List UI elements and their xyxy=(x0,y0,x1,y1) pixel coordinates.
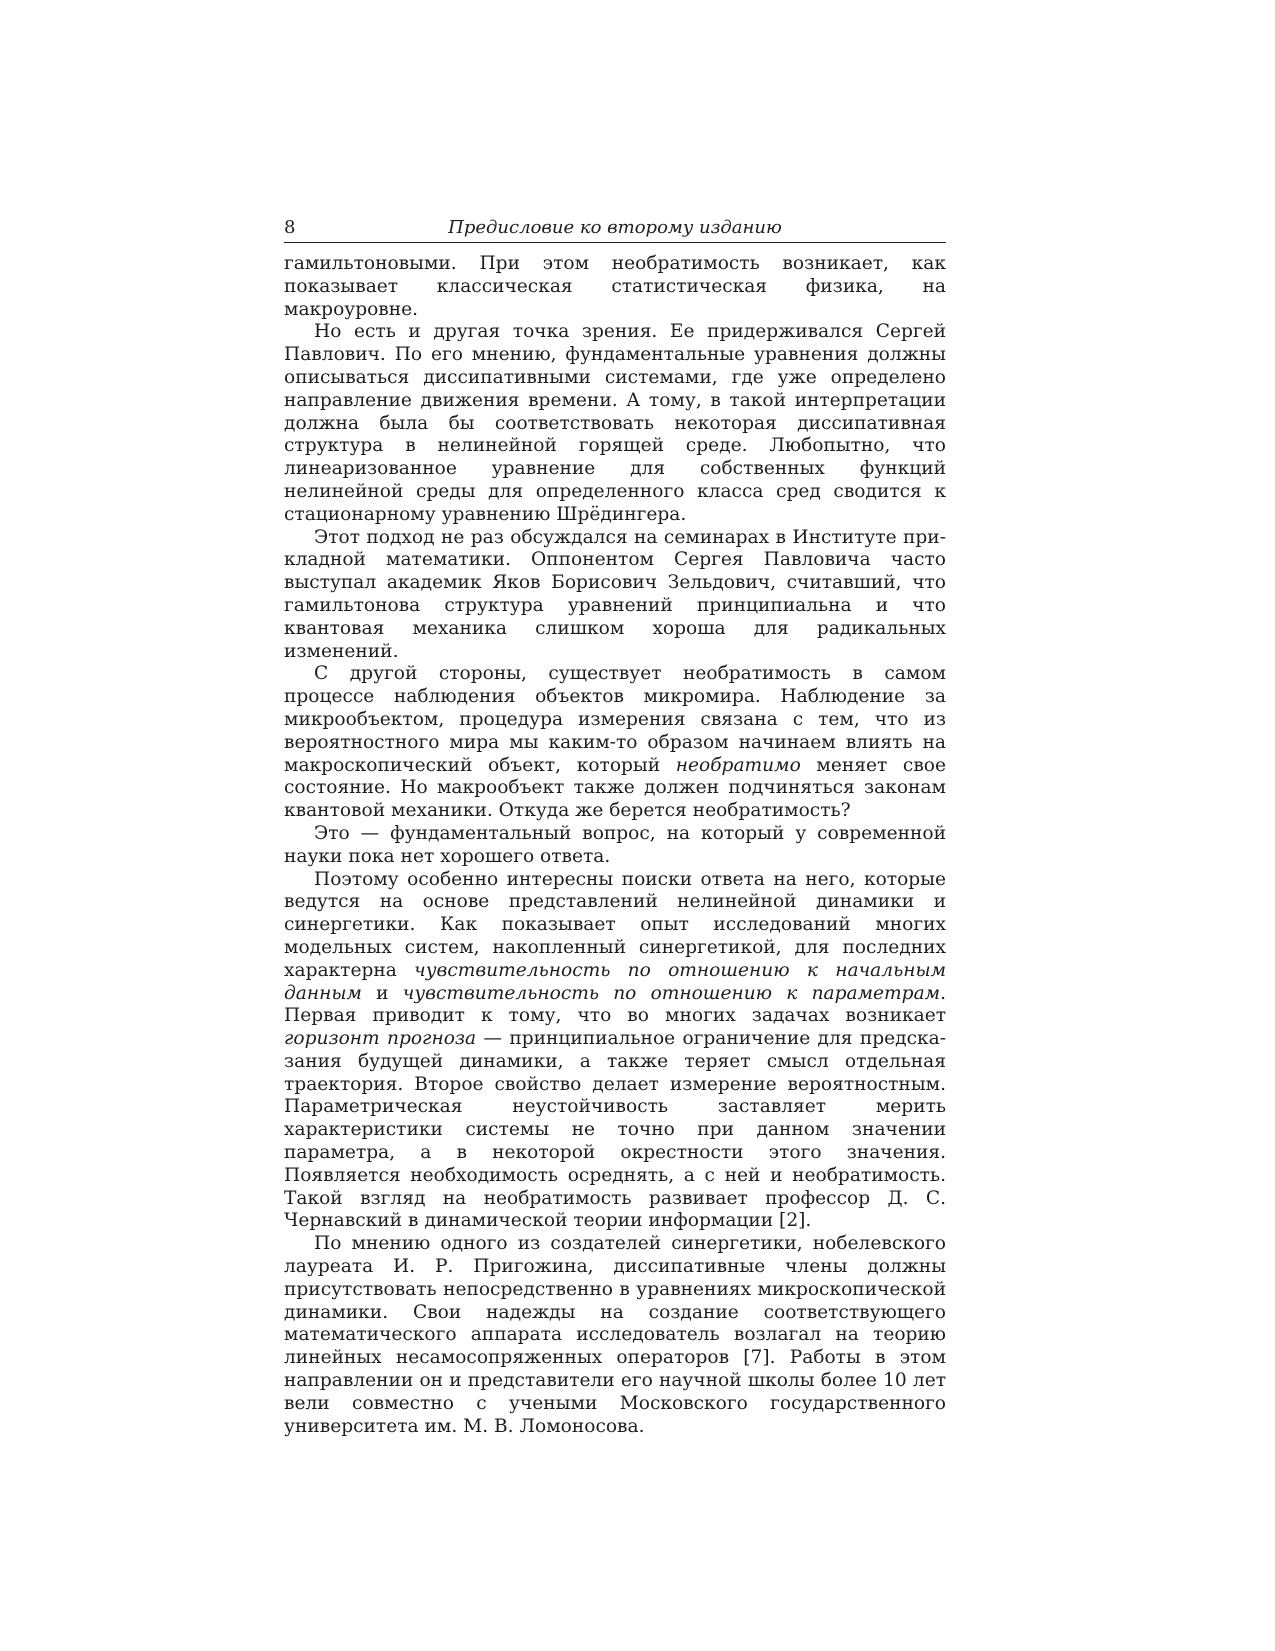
emphasized-text: горизонт прогноза xyxy=(284,1028,477,1050)
text-run: . Первая приводит к тому, что во многих задачах возникает xyxy=(284,982,947,1027)
paragraph xyxy=(284,823,946,869)
emphasized-text: чувствительность по отношению к параметрам xyxy=(402,982,941,1004)
running-title: Предисловие ко второму изданию xyxy=(448,217,782,238)
paragraph xyxy=(284,869,946,1234)
page-number: 8 xyxy=(284,217,296,238)
emphasized-text: чувствительность по отношению к начальным данным xyxy=(284,959,946,1004)
body-text xyxy=(284,253,946,1438)
paragraph xyxy=(284,527,946,664)
book-page xyxy=(284,214,946,1438)
text-run: Поэтому особенно интересны поиски ответа на него, которые ведутся на основе представлений нелинейной динамики и синергетики. Как показывает опыт исследований многих модельных систем, накопленный синергетикой, для последних характерна xyxy=(284,868,946,981)
paragraph xyxy=(284,1233,946,1438)
text-run: Это — фундаментальный вопрос, на который у современной науки пока нет хорошего ответа. xyxy=(284,822,946,867)
text-run: По мнению одного из создателей синергетики, нобелевского лауреата И. Р. Пригожина, диссипативные члены должны присутствовать непосредственно в уравнениях микроскопической динамики. Свои надежды на создание соответствующего математического аппарата исследователь возлагал на теорию линейных несамосопряженных операторов [7]. Работы в этом направлении он и представители его научной школы более 10 лет вели совместно с учеными Московского государственного университета им. М. В. Ломоносова. xyxy=(284,1233,946,1437)
text-run: меняет свое состояние. Но макрообъект также должен подчиняться законам квантовой механики. Откуда же берется необратимость? xyxy=(284,754,947,822)
running-head xyxy=(284,214,946,243)
emphasized-text: необратимо xyxy=(675,754,801,776)
text-run: — принципиальное ограничение для предсказания будущей динамики, а также теряет смысл отдельная траектория. Второе свойство делает измерение вероятностным. Параметрическая неустойчивость заставляет мерить характеристики системы не точно при данном значении параметра, а в некоторой окрестности этого значения. Появляется необходимость осреднять, а с ней и необратимость. Такой взгляд на необратимость развивает профессор Д. С. Чернавский в динамической теории информации [2]. xyxy=(284,1028,946,1232)
paragraph xyxy=(284,321,946,526)
text-run: гамильтоновыми. При этом необратимость возникает, как показывает классическая статистическая физика, на макроуровне. xyxy=(284,253,946,320)
text-run: Этот подход не раз обсуждался на семинарах в Институте прикладной математики. Оппонентом Сергея Павловича часто выступал академик Яков Борисович Зельдович, считавший, что гамильтонова структура уравнений принципиальна и что квантовая механика слишком хороша для радикальных изменений. xyxy=(284,526,946,662)
paragraph xyxy=(284,663,946,823)
paragraph xyxy=(284,253,946,321)
text-run: Но есть и другая точка зрения. Ее придерживался Сергей Павлович. По его мнению, фундаментальные уравнения должны описываться диссипативными системами, где уже определено направление движения времени. А тому, в такой интерпретации должна была бы соответствовать некоторая диссипативная структура в нелинейной горящей среде. Любопытно, что линеаризованное уравнение для собственных функций нелинейной среды для определенного класса сред сводится к стационарному уравнению Шрёдингера. xyxy=(284,321,946,525)
text-run: и xyxy=(361,982,403,1004)
text-run: С другой стороны, существует необратимость в самом процессе наблюдения объектов микромира. Наблюдение за микрообъектом, процедура измерения связана с тем, что из вероятностного мира мы каким-то образом начинаем влиять на макроскопический объект, который xyxy=(284,663,946,776)
